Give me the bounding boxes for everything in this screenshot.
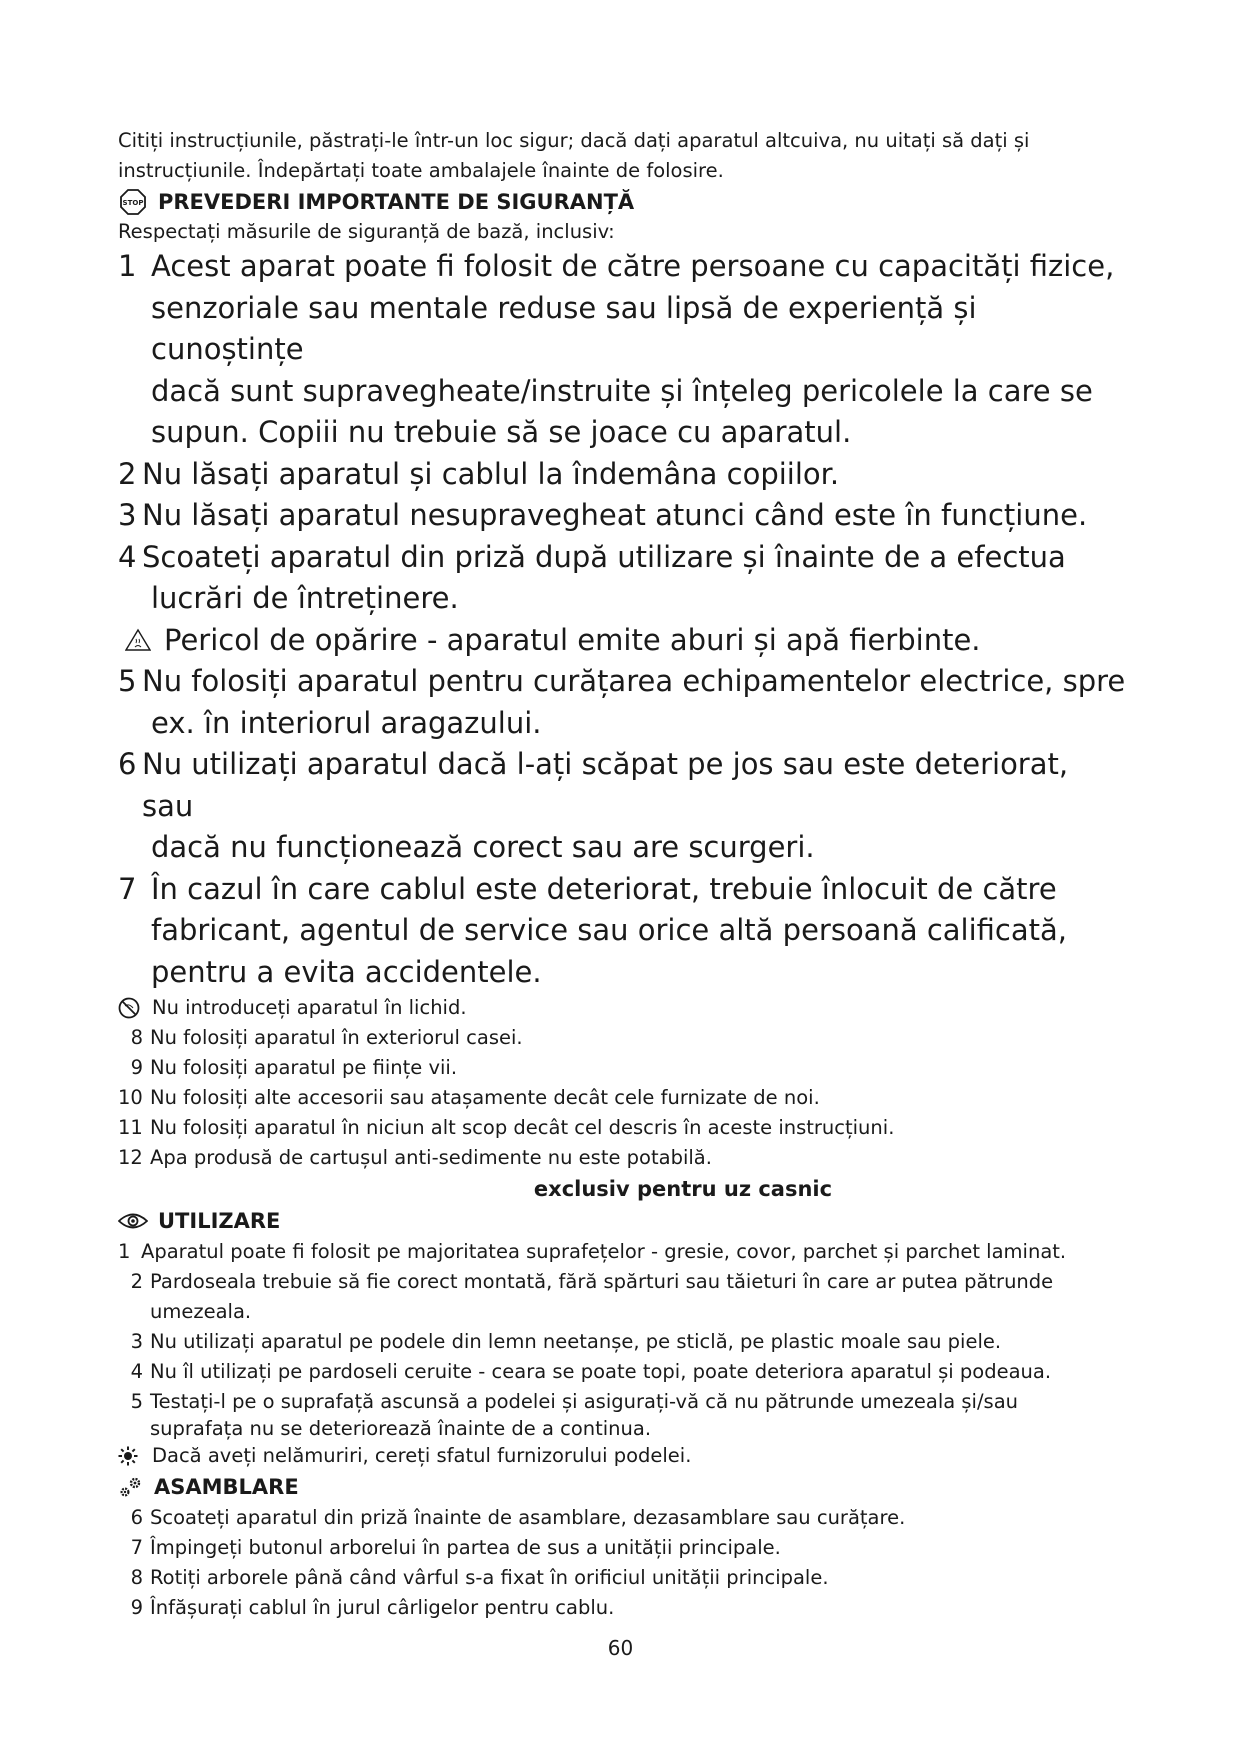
assembly-list bbox=[118, 1503, 1128, 1623]
item-text: Scoateți aparatul din priză după utilizare și înainte de a efectua bbox=[142, 539, 1066, 574]
usage-heading bbox=[118, 1205, 1128, 1237]
sun-tip-icon bbox=[118, 1446, 146, 1466]
list-item bbox=[118, 1593, 1128, 1623]
item-number: 1 bbox=[118, 1240, 131, 1263]
item-number: 2 bbox=[130, 1270, 143, 1293]
list-item bbox=[118, 1327, 1128, 1357]
item-text: Aparatul poate fi folosit pe majoritatea suprafețelor - gresie, covor, parchet și parchet laminat. bbox=[141, 1240, 1067, 1263]
item-text: Acest aparat poate fi folosit de către persoane cu capacități fizice, bbox=[151, 249, 1115, 283]
item-text: Nu îl utilizați pe pardoseli ceruite - ceara se poate topi, poate deteriora aparatul și podeaua. bbox=[150, 1360, 1052, 1383]
item-text: În cazul în care cablul este deteriorat, trebuie înlocuit de către bbox=[151, 871, 1057, 906]
assembly-heading bbox=[118, 1471, 1128, 1503]
page-number: 60 bbox=[607, 1636, 634, 1660]
item-continuation: senzoriale sau mentale reduse sau lipsă de experiență și cunoștințe bbox=[151, 290, 977, 366]
usage-title: UTILIZARE bbox=[158, 1209, 281, 1233]
item-number: 5 bbox=[118, 664, 137, 698]
item-continuation: ex. în interiorul aragazului. bbox=[151, 705, 542, 740]
svg-text:STOP: STOP bbox=[122, 199, 144, 207]
item-text: Nu lăsați aparatul și cablul la îndemâna copiilor. bbox=[142, 456, 840, 491]
usage-list bbox=[118, 1237, 1128, 1471]
safety-list bbox=[118, 246, 1128, 993]
item-number: 6 bbox=[118, 747, 137, 781]
safety-heading bbox=[118, 186, 1128, 218]
item-text: Nu utilizați aparatul pe podele din lemn neetanșe, pe sticlă, pe plastic moale sau piele. bbox=[150, 1330, 1002, 1353]
document-page bbox=[118, 126, 1128, 1623]
list-item bbox=[118, 1143, 1128, 1173]
item-continuation: pentru a evita accidentele. bbox=[151, 954, 542, 989]
item-text: Nu folosiți alte accesorii sau atașamente decât cele furnizate de noi. bbox=[150, 1086, 820, 1109]
item-number: 11 bbox=[118, 1116, 143, 1139]
item-number: 4 bbox=[118, 539, 137, 574]
safety-title: PREVEDERI IMPORTANTE DE SIGURANȚĂ bbox=[158, 190, 635, 214]
list-item bbox=[118, 1357, 1128, 1387]
list-item bbox=[118, 1237, 1128, 1267]
item-continuation: suprafața nu se deteriorează înainte de a continua. bbox=[150, 1417, 652, 1440]
safety-small-list bbox=[118, 993, 1128, 1173]
item-text: Pardoseala trebuie să fie corect montată, fără spărturi sau tăieturi în care ar putea pătrunde bbox=[150, 1270, 1054, 1293]
item-text: Nu lăsați aparatul nesupravegheat atunci când este în funcțiune. bbox=[142, 498, 1088, 532]
list-item bbox=[118, 1533, 1128, 1563]
list-item bbox=[118, 744, 1128, 827]
item-number: 8 bbox=[130, 1566, 143, 1589]
list-item bbox=[118, 1113, 1128, 1143]
list-item bbox=[118, 1053, 1128, 1083]
list-item bbox=[118, 454, 1128, 496]
safety-subtitle: Respectați măsurile de siguranță de bază, inclusiv: bbox=[118, 220, 615, 243]
warning-text: Pericol de opărire - aparatul emite aburi și apă fierbinte. bbox=[164, 622, 981, 657]
list-item bbox=[118, 537, 1128, 579]
list-item bbox=[118, 1563, 1128, 1593]
item-continuation: supun. Copiii nu trebuie să se joace cu aparatul. bbox=[151, 415, 852, 449]
item-text: Înfășurați cablul în jurul cârligelor pentru cablu. bbox=[150, 1596, 615, 1619]
item-text: Testați-l pe o suprafață ascunsă a podelei și asigurați-vă că nu pătrunde umezeala și/sau bbox=[150, 1390, 1019, 1413]
item-number: 6 bbox=[130, 1506, 143, 1529]
item-text: Nu utilizați aparatul dacă l-ați scăpat pe jos sau este deteriorat, sau bbox=[142, 747, 1069, 823]
item-continuation: fabricant, agentul de service sau orice altă persoană calificată, bbox=[151, 913, 1067, 947]
household-use-note: exclusiv pentru uz casnic bbox=[533, 1177, 833, 1201]
list-item bbox=[118, 661, 1128, 703]
stop-icon bbox=[118, 189, 148, 215]
item-text: Nu folosiți aparatul pe ființe vii. bbox=[150, 1056, 458, 1079]
tip-text: Dacă aveți nelămuriri, cereți sfatul furnizorului podelei. bbox=[152, 1444, 692, 1467]
item-number: 2 bbox=[118, 456, 137, 491]
item-number: 8 bbox=[130, 1026, 143, 1049]
item-continuation: dacă sunt supravegheate/instruite și înțeleg pericolele la care se bbox=[151, 373, 1093, 408]
item-number: 7 bbox=[130, 1536, 143, 1559]
warning-triangle-icon bbox=[118, 628, 158, 652]
list-item bbox=[118, 1267, 1128, 1297]
item-text: Apa produsă de cartușul anti-sedimente nu este potabilă. bbox=[150, 1146, 712, 1169]
list-item bbox=[118, 246, 1128, 288]
list-item bbox=[118, 1387, 1128, 1417]
item-number: 1 bbox=[118, 249, 137, 283]
list-item bbox=[118, 1503, 1128, 1533]
item-text: Nu folosiți aparatul în niciun alt scop decât cel descris în aceste instrucțiuni. bbox=[150, 1116, 895, 1139]
item-number: 10 bbox=[118, 1086, 143, 1109]
note-text: Nu introduceți aparatul în lichid. bbox=[152, 996, 467, 1019]
item-number: 9 bbox=[130, 1056, 143, 1079]
list-item bbox=[118, 495, 1128, 537]
item-number: 12 bbox=[118, 1146, 143, 1169]
item-text: Nu folosiți aparatul în exteriorul casei. bbox=[150, 1026, 523, 1049]
item-number: 7 bbox=[118, 871, 137, 906]
item-text: Nu folosiți aparatul pentru curățarea echipamentelor electrice, spre bbox=[142, 664, 1126, 698]
item-continuation: dacă nu funcționează corect sau are scurgeri. bbox=[151, 830, 815, 864]
assembly-title: ASAMBLARE bbox=[154, 1475, 299, 1499]
list-item bbox=[118, 1083, 1128, 1113]
list-item bbox=[118, 1023, 1128, 1053]
scald-warning bbox=[118, 620, 1128, 662]
item-number: 3 bbox=[130, 1330, 143, 1353]
item-continuation: lucrări de întreținere. bbox=[151, 581, 459, 615]
item-number: 4 bbox=[130, 1360, 143, 1383]
item-number: 9 bbox=[130, 1596, 143, 1619]
flooring-tip bbox=[118, 1441, 1128, 1471]
item-continuation: umezeala. bbox=[150, 1300, 252, 1323]
item-text: Împingeți butonul arborelui în partea de sus a unității principale. bbox=[150, 1536, 781, 1559]
item-number: 3 bbox=[118, 498, 137, 532]
item-text: Scoateți aparatul din priză înainte de asamblare, dezasamblare sau curățare. bbox=[150, 1506, 906, 1529]
intro-text: Citiți instrucțiunile, păstrați-le într-un loc sigur; dacă dați aparatul altcuiva, nu uitați să dați și instrucțiunile. Îndepărtați toate ambalajele înainte de folosire. bbox=[118, 129, 1030, 182]
item-number: 5 bbox=[130, 1390, 143, 1413]
no-liquid-note bbox=[118, 993, 1128, 1023]
no-immerse-icon bbox=[118, 997, 146, 1019]
eye-icon bbox=[118, 1212, 148, 1230]
gears-icon bbox=[118, 1475, 144, 1499]
item-text: Rotiți arborele până când vârful s-a fixat în orificiul unității principale. bbox=[150, 1566, 829, 1589]
list-item bbox=[118, 869, 1128, 911]
